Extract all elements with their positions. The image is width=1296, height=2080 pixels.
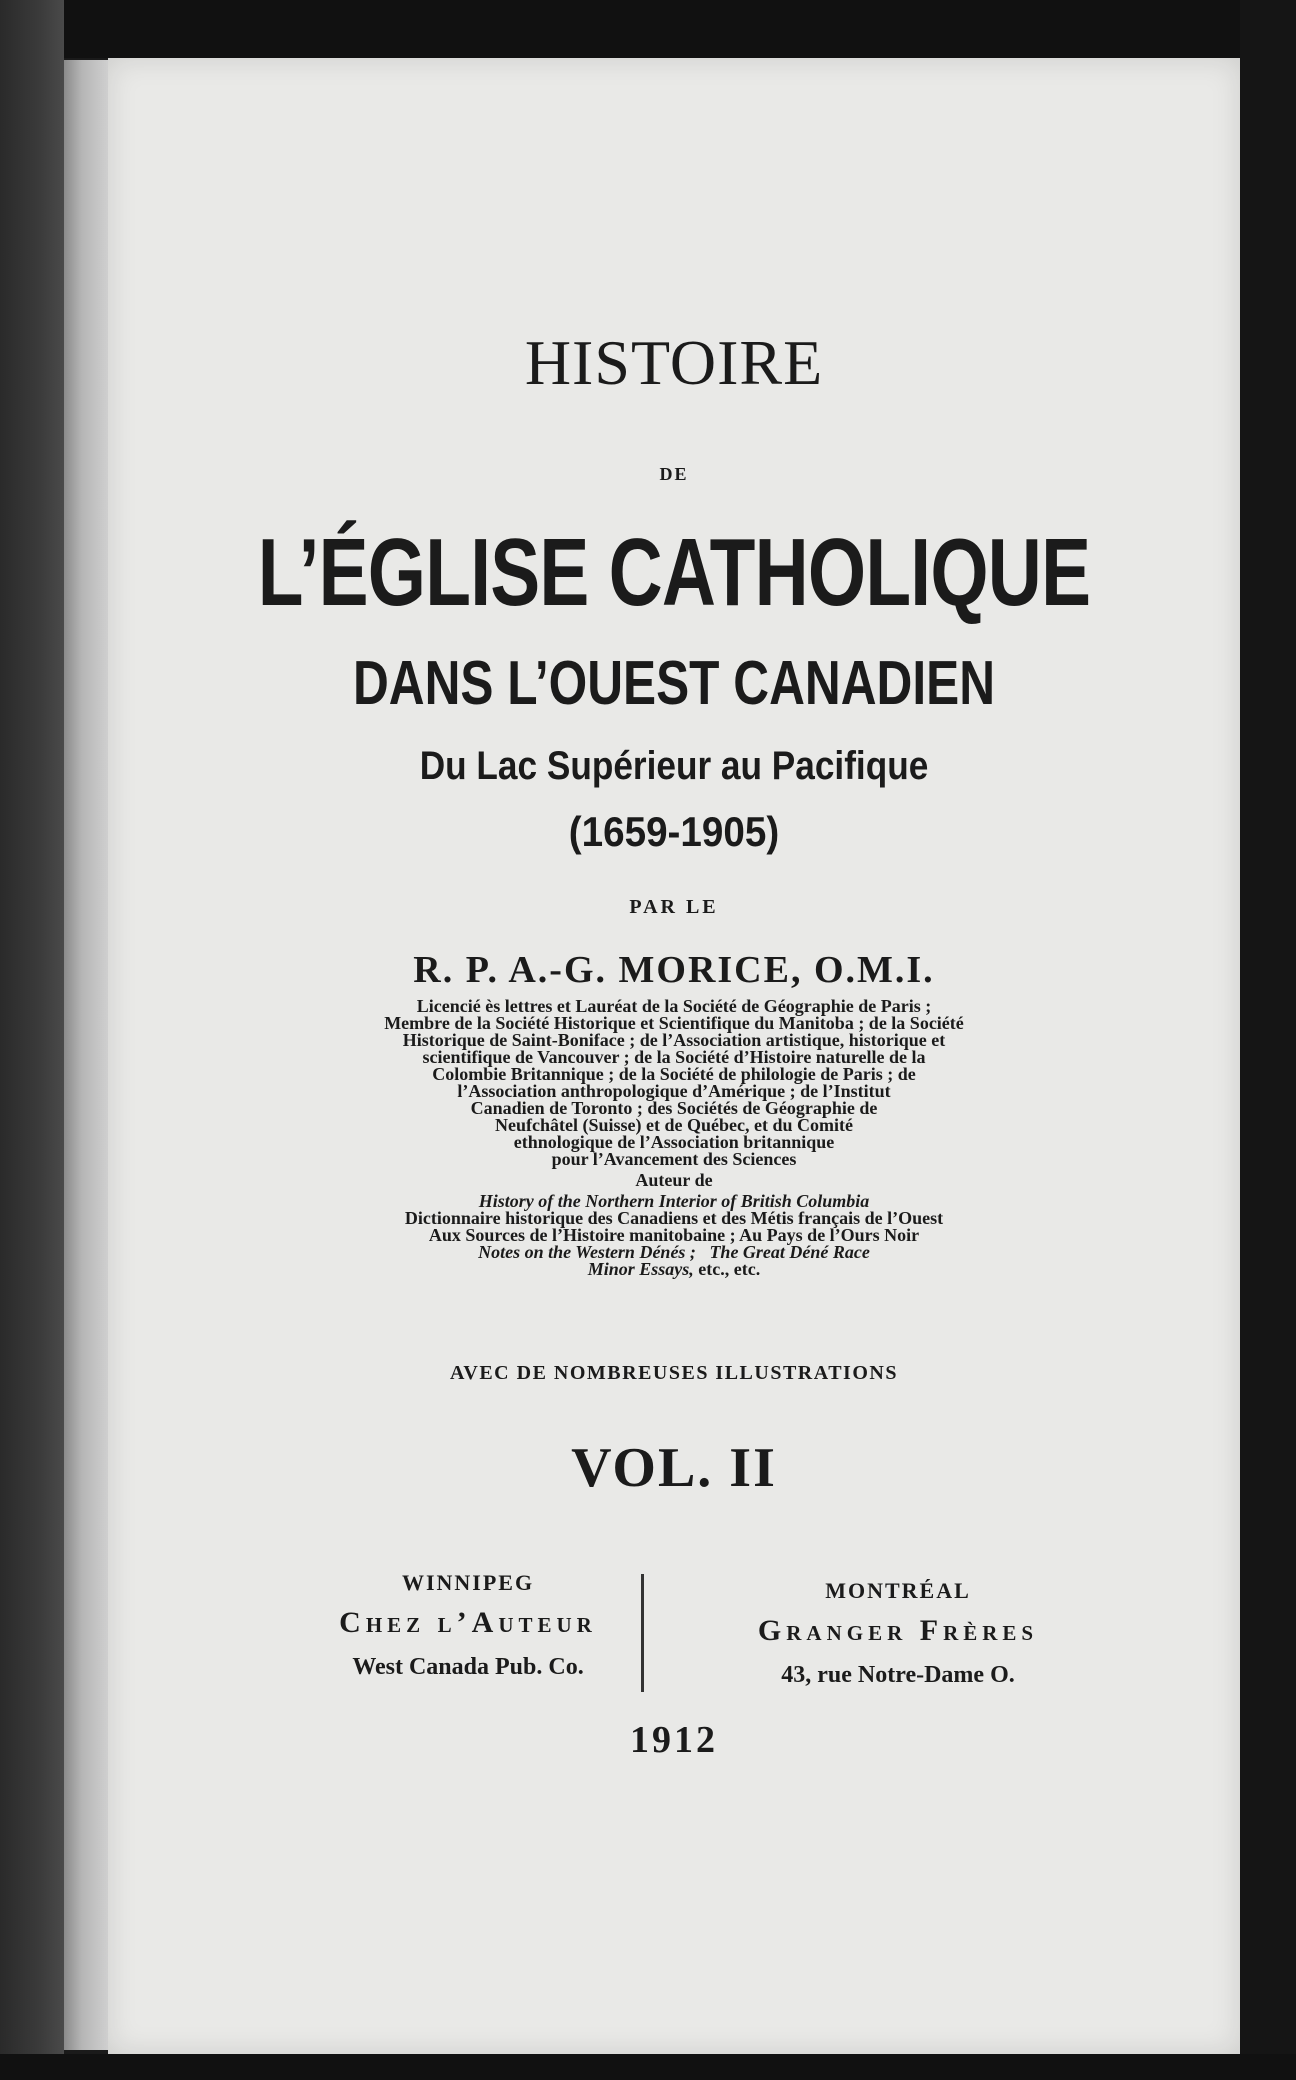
work-title: The Great Déné Race	[709, 1242, 870, 1262]
work-title: Dictionnaire historique des Canadiens et des Métis français de l’Ouest	[404, 1208, 944, 1228]
title-de: DE	[659, 464, 689, 484]
credential-line: pour l’Avancement des Sciences	[551, 1149, 797, 1169]
scan-border-bottom	[0, 2054, 1296, 2080]
book-spine-edge	[64, 60, 108, 2050]
credential-line: Neufchâtel (Suisse) et de Québec, et du Comité	[495, 1115, 853, 1135]
work-etc: etc., etc.	[693, 1259, 761, 1279]
credential-line: Licencié ès lettres et Lauréat de la Société de Géographie de Paris ;	[416, 996, 932, 1016]
works-list	[258, 1193, 1090, 1278]
subtitle: Du Lac Supérieur au Pacifique	[419, 744, 929, 788]
work-title: History of the Northern Interior of British Columbia	[478, 1191, 870, 1211]
author-name: R. P. A.-G. MORICE, O.M.I.	[413, 949, 935, 991]
publisher-city: WINNIPEG	[401, 1570, 535, 1595]
credential-line: Canadien de Toronto ; des Sociétés de Géographie de	[470, 1098, 878, 1118]
credential-line: scientifique de Vancouver ; de la Société d’Histoire naturelle de la	[422, 1047, 926, 1067]
credential-line: Historique de Saint-Boniface ; de l’Association artistique, historique et	[402, 1030, 946, 1050]
publisher-name: Chez l’Auteur	[339, 1606, 597, 1639]
illustrations-note: AVEC DE NOMBREUSES ILLUSTRATIONS	[450, 1362, 898, 1384]
publisher-address: 43, rue Notre-Dame O.	[781, 1662, 1015, 1688]
publisher-name: Granger Frères	[757, 1614, 1039, 1647]
publisher-city: MONTRÉAL	[825, 1578, 971, 1603]
title-ouest: DANS L’OUEST CANADIEN	[352, 649, 996, 718]
credential-line: Colombie Britannique ; de la Société de philologie de Paris ; de	[432, 1064, 916, 1084]
publisher-divider	[641, 1574, 644, 1692]
work-title: Minor Essays,	[587, 1259, 694, 1279]
by-line: PAR LE	[629, 896, 719, 918]
credential-line: Membre de la Société Historique et Scientifique du Manitoba ; de la Société	[384, 1013, 964, 1033]
credential-line: l’Association anthropologique d’Amérique ; de l’Institut	[457, 1081, 891, 1101]
publisher-winnipeg	[238, 1570, 698, 1681]
credential-line: ethnologique de l’Association britannique	[513, 1132, 835, 1152]
auteur-de-label: Auteur de	[635, 1170, 713, 1190]
publisher-address: West Canada Pub. Co.	[352, 1654, 584, 1680]
title-histoire: HISTOIRE	[524, 327, 824, 398]
page-content	[108, 58, 1240, 2054]
work-title: Notes on the Western Dénés ;	[478, 1242, 696, 1262]
work-line	[258, 1261, 1090, 1278]
date-range: (1659-1905)	[568, 808, 780, 855]
work-title: Aux Sources de l’Histoire manitobaine ; Au Pays de l’Ours Noir	[428, 1225, 920, 1245]
publication-year: 1912	[630, 1719, 718, 1761]
volume-number: VOL. II	[571, 1437, 777, 1499]
scan-border-right	[1240, 0, 1296, 2080]
author-credentials	[258, 998, 1090, 1278]
scan-border-top	[0, 0, 1296, 58]
title-eglise: L’ÉGLISE CATHOLIQUE	[257, 519, 1091, 626]
publisher-montreal	[668, 1578, 1128, 1689]
scan-border-left	[0, 0, 64, 2080]
